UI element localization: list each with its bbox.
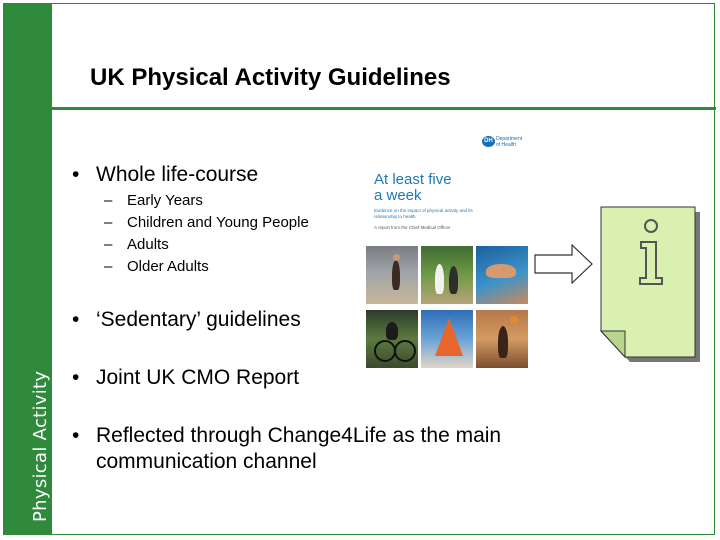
bullet-glyph: • [72, 308, 80, 331]
sub-bullet-text: Older Adults [127, 258, 209, 275]
title-divider [52, 107, 716, 110]
report-byline: A report from the Chief Medical Officer [374, 225, 451, 230]
sub-bullet-text: Adults [127, 236, 169, 253]
report-title [374, 172, 474, 204]
dh-logo-text [496, 136, 522, 148]
bullet-item [72, 162, 632, 188]
photo-walking [421, 246, 473, 304]
bullet-glyph: • [72, 424, 80, 447]
bullet-item [72, 423, 632, 475]
photo-cycling [366, 310, 418, 368]
info-note-icon [600, 206, 700, 366]
dash-glyph: – [104, 236, 113, 253]
report-title-line: At least five [374, 171, 452, 188]
department-of-health-logo [482, 136, 523, 150]
sub-bullet-item [72, 212, 632, 234]
bullet-text-line: communication channel [96, 450, 317, 473]
sub-bullet-text: Early Years [127, 192, 203, 209]
bullet-text: Whole life-course [96, 163, 259, 186]
right-arrow-icon [534, 244, 594, 284]
report-subtitle: Evidence on the impact of physical activity and its relationship to health [374, 208, 473, 219]
bullet-text: ‘Sedentary’ guidelines [96, 308, 301, 331]
dash-glyph: – [104, 192, 113, 209]
bullet-text: Joint UK CMO Report [96, 366, 300, 389]
slide-title: UK Physical Activity Guidelines [90, 64, 451, 91]
photo-running [366, 246, 418, 304]
bullet-text-line: Reflected through Change4Life as the main [96, 424, 502, 447]
photo-swimming [476, 246, 528, 304]
dash-glyph: – [104, 214, 113, 231]
dh-logo-line: of Health [496, 142, 517, 148]
bullet-glyph: • [72, 163, 80, 186]
sub-bullet-item [72, 190, 632, 212]
sidebar-label: Physical Activity [30, 370, 51, 522]
report-title-line: a week [374, 187, 422, 204]
bullet-glyph: • [72, 366, 80, 389]
dh-seal-icon: DH [482, 136, 495, 147]
dh-logo-line: Department [496, 136, 523, 142]
bullet-item [72, 307, 632, 333]
dash-glyph: – [104, 258, 113, 275]
report-cover-image [364, 128, 532, 374]
bullet-item [72, 365, 632, 391]
bullet-list [72, 162, 632, 475]
photo-windsurfing [421, 310, 473, 368]
sub-bullet-text: Children and Young People [127, 214, 309, 231]
photo-basketball [476, 310, 528, 368]
